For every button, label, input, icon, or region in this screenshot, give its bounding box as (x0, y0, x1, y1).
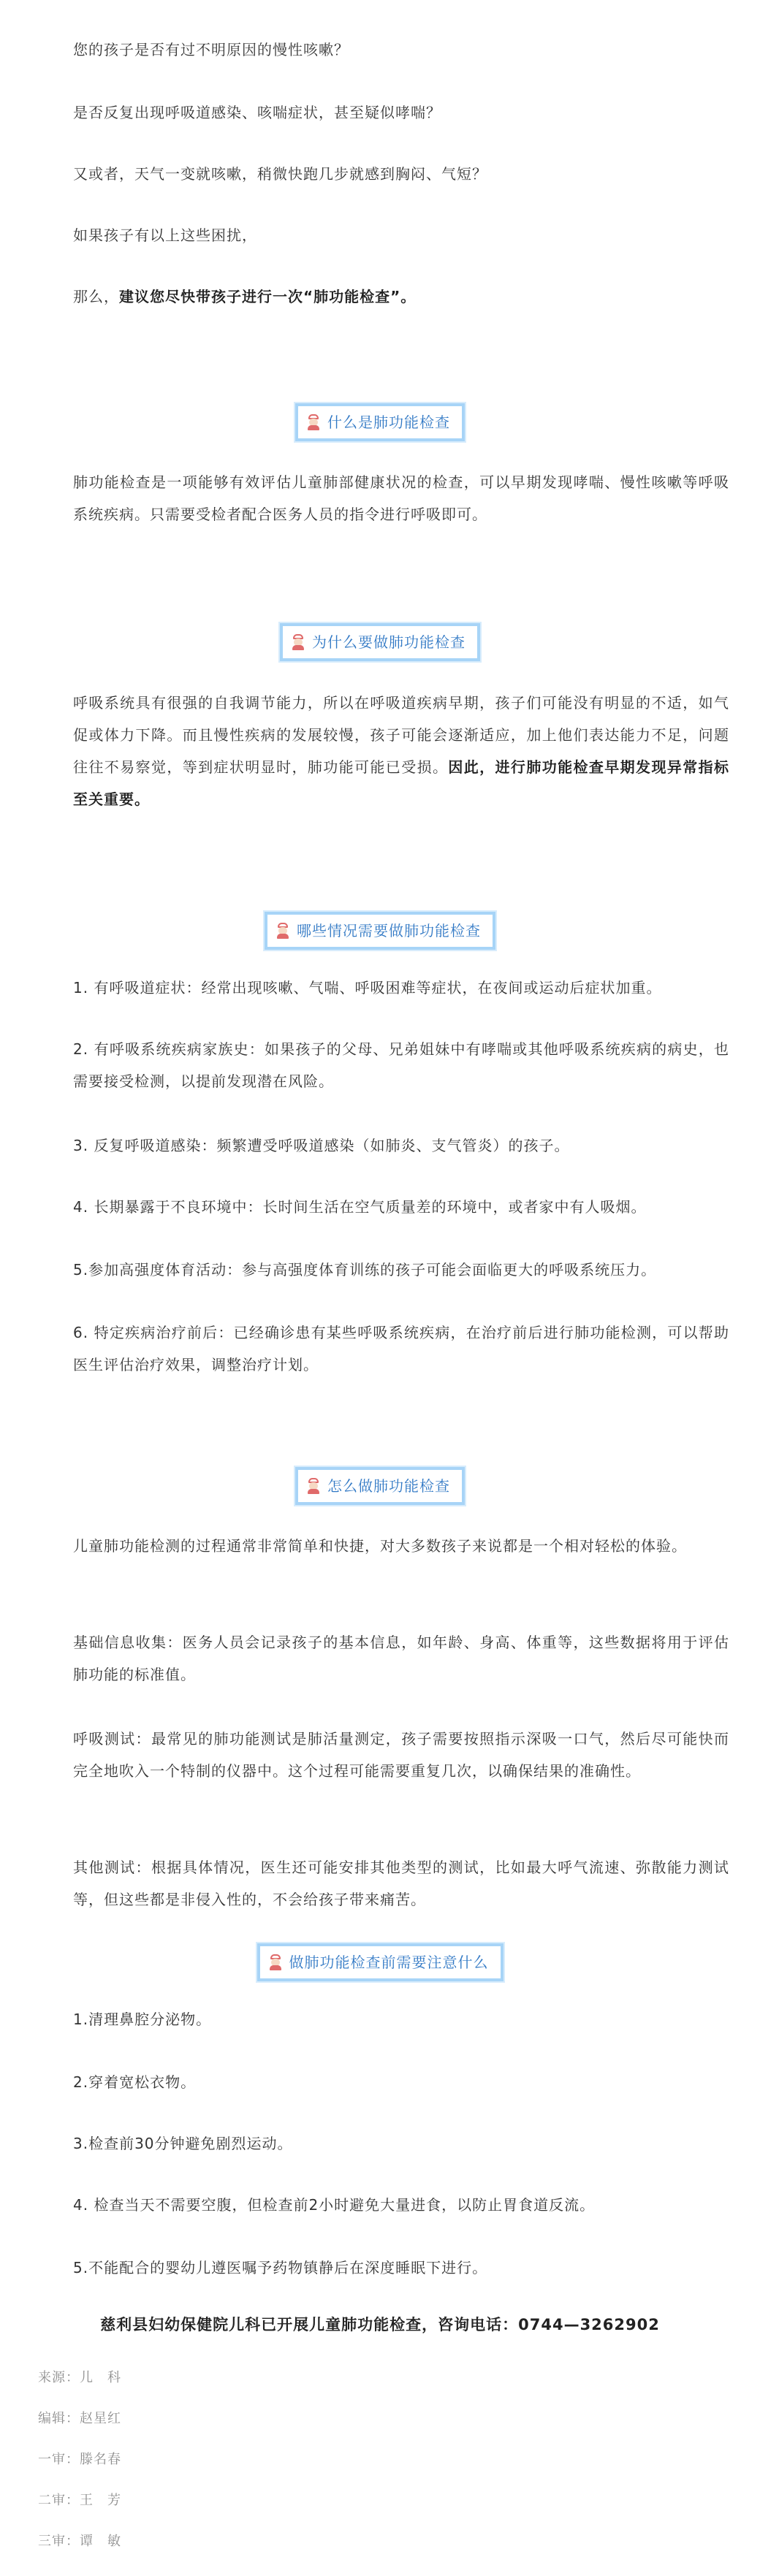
intro-recommendation-bold: 建议您尽快带孩子进行一次“肺功能检查”。 (119, 288, 417, 305)
section-how-heading-wrap (0, 1467, 760, 1505)
intro-question-3: 又或者，天气一变就咳嗽，稍微快跑几步就感到胸闷、气短？ (73, 165, 487, 183)
nurse-icon (269, 1954, 282, 1970)
list-item: 1. 有呼吸道症状：经常出现咳嗽、气喘、呼吸困难等症状，在夜间或运动后症状加重。 (73, 979, 662, 997)
section-why-text: 呼吸系统具有很强的自我调节能力，所以在呼吸道疾病早期，孩子们可能没有明显的不适，如气促或体力下降。而且慢性疾病的发展较慢，孩子可能会逐渐适应，加上他们表达能力不足，问题往往不易察觉，等到症状明显时，肺功能可能已受损。 (73, 694, 729, 776)
credit-editor: 编辑：赵星红 (38, 2411, 121, 2426)
section-why-bold: 因此，进行肺功能检查早期发现异常指标至关重要。 (73, 758, 730, 808)
section-what-title: 什么是肺功能检查 (327, 414, 450, 431)
intro-recommendation (73, 281, 729, 313)
nurse-icon (276, 923, 289, 939)
credit-review-3: 三审：谭 敏 (38, 2534, 121, 2549)
intro-recommendation-prefix: 那么， (73, 288, 119, 305)
section-how-paragraph-3: 呼吸测试：最常见的肺功能测试是肺活量测定，孩子需要按照指示深吸一口气，然后尽可能快而完全地吹入一个特制的仪器中。这个过程可能需要重复几次，以确保结果的准确性。 (73, 1730, 729, 1780)
list-item: 5.参加高强度体育活动：参与高强度体育训练的孩子可能会面临更大的呼吸系统压力。 (73, 1261, 657, 1279)
section-why-heading-wrap (0, 623, 760, 661)
nurse-icon (307, 414, 320, 430)
intro-question-1: 您的孩子是否有过不明原因的慢性咳嗽？ (73, 41, 349, 58)
credit-review-2: 二审：王 芳 (38, 2493, 121, 2508)
list-item: 5.不能配合的婴幼儿遵医嘱予药物镇静后在深度睡眠下进行。 (73, 2259, 488, 2276)
list-item: 6. 特定疾病治疗前后：已经确诊患有某些呼吸系统疾病，在治疗前后进行肺功能检测，可以帮助医生评估治疗效果，调整治疗计划。 (73, 1324, 729, 1373)
section-how-paragraph-1: 儿童肺功能检测的过程通常非常简单和快捷，对大多数孩子来说都是一个相对轻松的体验。 (73, 1537, 687, 1555)
section-when-title: 哪些情况需要做肺功能检查 (297, 922, 481, 940)
credit-review-1: 一审：滕名春 (38, 2452, 121, 2467)
section-notes-heading (257, 1943, 503, 1981)
section-why-title: 为什么要做肺功能检查 (312, 633, 466, 651)
section-why-heading (280, 623, 480, 661)
nurse-icon (292, 634, 305, 650)
list-item: 4. 检查当天不需要空腹，但检查前2小时避免大量进食，以防止胃食道反流。 (73, 2196, 596, 2214)
list-item: 3. 反复呼吸道感染：频繁遭受呼吸道感染（如肺炎、支气管炎）的孩子。 (73, 1137, 570, 1154)
intro-question-2: 是否反复出现呼吸道感染、咳喘症状，甚至疑似哮喘？ (73, 104, 441, 121)
section-how-paragraph-2: 基础信息收集：医务人员会记录孩子的基本信息，如年龄、身高、体重等，这些数据将用于评估肺功能的标准值。 (73, 1634, 729, 1683)
list-item: 3.检查前30分钟避免剧烈运动。 (73, 2135, 293, 2152)
section-when-heading (265, 912, 495, 950)
list-item: 4. 长期暴露于不良环境中：长时间生活在空气质量差的环境中，或者家中有人吸烟。 (73, 1198, 647, 1216)
nurse-icon (307, 1478, 320, 1494)
section-notes-heading-wrap (0, 1943, 760, 1981)
section-what-heading-wrap (0, 403, 760, 441)
credit-source: 来源：儿 科 (38, 2370, 121, 2385)
section-why-paragraph (73, 687, 729, 815)
section-what-paragraph: 肺功能检查是一项能够有效评估儿童肺部健康状况的检查，可以早期发现哮喘、慢性咳嗽等呼吸系统疾病。只需要受检者配合医务人员的指令进行呼吸即可。 (73, 473, 729, 523)
list-item: 2. 有呼吸系统疾病家族史：如果孩子的父母、兄弟姐妹中有哮喘或其他呼吸系统疾病的病史，也需要接受检测，以提前发现潜在风险。 (73, 1040, 729, 1090)
section-what-heading (295, 403, 465, 441)
list-item: 1.清理鼻腔分泌物。 (73, 2011, 212, 2028)
section-how-heading (295, 1467, 465, 1505)
closing-contact: 慈利县妇幼保健院儿科已开展儿童肺功能检查，咨询电话：0744—3262902 (100, 2316, 660, 2333)
list-item: 2.穿着宽松衣物。 (73, 2073, 197, 2091)
section-how-title: 怎么做肺功能检查 (327, 1477, 450, 1495)
section-when-heading-wrap (0, 912, 760, 950)
intro-question-4: 如果孩子有以上这些困扰， (73, 226, 257, 244)
section-how-paragraph-4: 其他测试：根据具体情况，医生还可能安排其他类型的测试，比如最大呼气流速、弥散能力测试等，但这些都是非侵入性的，不会给孩子带来痛苦。 (73, 1859, 729, 1908)
section-notes-title: 做肺功能检查前需要注意什么 (289, 1954, 489, 1971)
